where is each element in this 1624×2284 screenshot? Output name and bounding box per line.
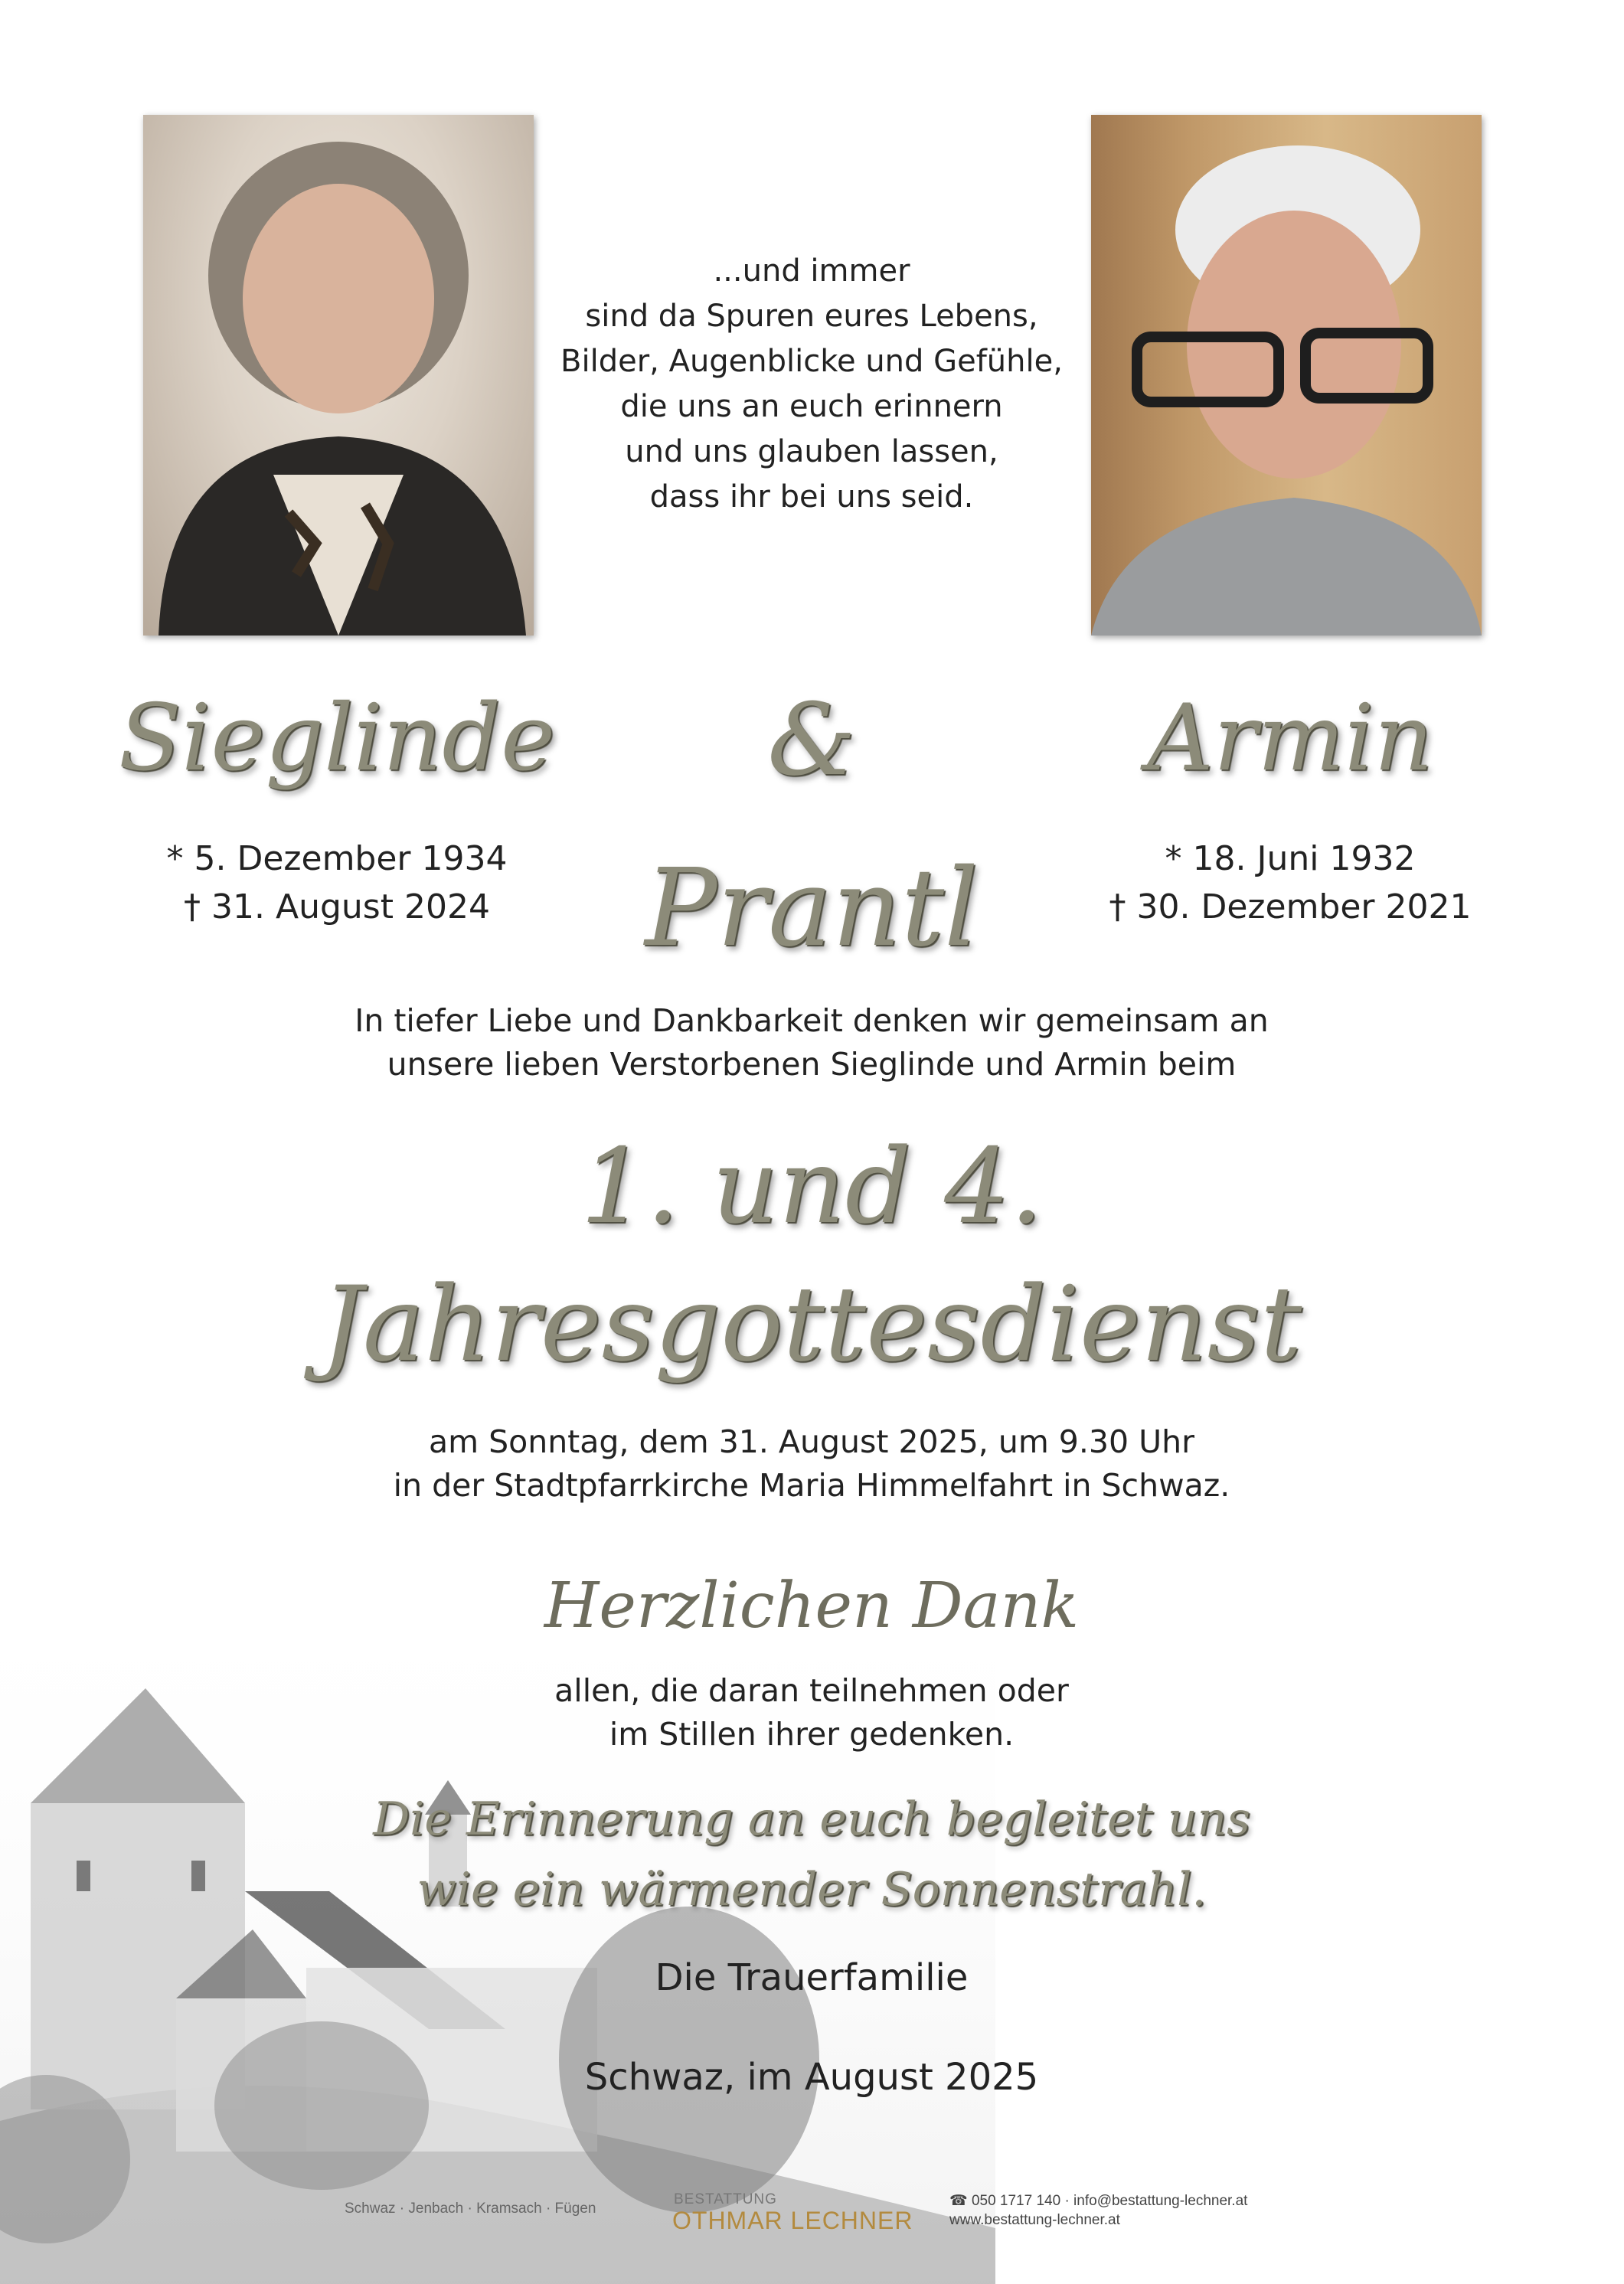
portrait-armin bbox=[1091, 115, 1482, 636]
intro-text bbox=[199, 999, 1424, 1086]
footer-contact bbox=[949, 2191, 1247, 2230]
family-signature: Die Trauerfamilie bbox=[655, 1956, 969, 1999]
poem-line: die uns an euch erinnern bbox=[620, 389, 1003, 424]
poem-line: Bilder, Augenblicke und Gefühle, bbox=[560, 344, 1063, 379]
poem-line: dass ihr bei uns seid. bbox=[649, 479, 974, 515]
dates-armin bbox=[1049, 835, 1531, 931]
portrait-sieglinde bbox=[143, 115, 534, 636]
service-info bbox=[199, 1420, 1424, 1508]
death-date: † 30. Dezember 2021 bbox=[1109, 887, 1472, 926]
footer-towns: Schwaz · Jenbach · Kramsach · Fügen bbox=[345, 2201, 596, 2217]
surname: Prantl bbox=[645, 846, 979, 971]
thanks-line: im Stillen ihrer gedenken. bbox=[609, 1716, 1015, 1753]
footer-website[interactable]: www.bestattung-lechner.at bbox=[949, 2212, 1120, 2228]
ampersand: & bbox=[767, 681, 856, 798]
intro-line: unsere lieben Verstorbenen Sieglinde und Armin beim bbox=[387, 1046, 1237, 1083]
quote-line: wie ein wärmender Sonnenstrahl. bbox=[417, 1863, 1207, 1916]
thanks-line: allen, die daran teilnehmen oder bbox=[554, 1672, 1069, 1709]
poem-line: und uns glauben lassen, bbox=[625, 434, 998, 469]
thanks-text bbox=[429, 1669, 1194, 1756]
name-armin: Armin bbox=[1147, 685, 1433, 792]
dates-sieglinde bbox=[92, 835, 582, 931]
intro-line: In tiefer Liebe und Dankbarkeit denken wir gemeinsam an bbox=[355, 1002, 1269, 1039]
memorial-quote bbox=[322, 1784, 1302, 1925]
poem bbox=[505, 249, 1118, 520]
footer-brand-logo: OTHMAR LECHNER bbox=[672, 2207, 913, 2234]
footer-phone-email: ☎ 050 1717 140 · info@bestattung-lechner.at bbox=[949, 2193, 1248, 2209]
birth-date: * 18. Juni 1932 bbox=[1165, 839, 1416, 878]
quote-line: Die Erinnerung an euch begleitet uns bbox=[373, 1792, 1250, 1846]
place-date: Schwaz, im August 2025 bbox=[584, 2056, 1039, 2099]
name-sieglinde: Sieglinde bbox=[118, 685, 556, 792]
service-info-line: am Sonntag, dem 31. August 2025, um 9.30 Uhr bbox=[429, 1423, 1194, 1460]
thanks-title: Herzlichen Dank bbox=[544, 1570, 1080, 1642]
poem-line: sind da Spuren eures Lebens, bbox=[585, 299, 1038, 334]
death-date: † 31. August 2024 bbox=[184, 887, 490, 926]
service-title-line: Jahresgottesdienst bbox=[321, 1264, 1302, 1384]
poem-line: ...und immer bbox=[713, 253, 910, 289]
footer-brand-label: BESTATTUNG bbox=[674, 2191, 777, 2207]
service-info-line: in der Stadtpfarrkirche Maria Himmelfahrt in Schwaz. bbox=[393, 1467, 1230, 1504]
birth-date: * 5. Dezember 1934 bbox=[166, 839, 508, 878]
service-title-line: 1. und 4. bbox=[580, 1126, 1043, 1247]
service-title bbox=[276, 1118, 1348, 1394]
